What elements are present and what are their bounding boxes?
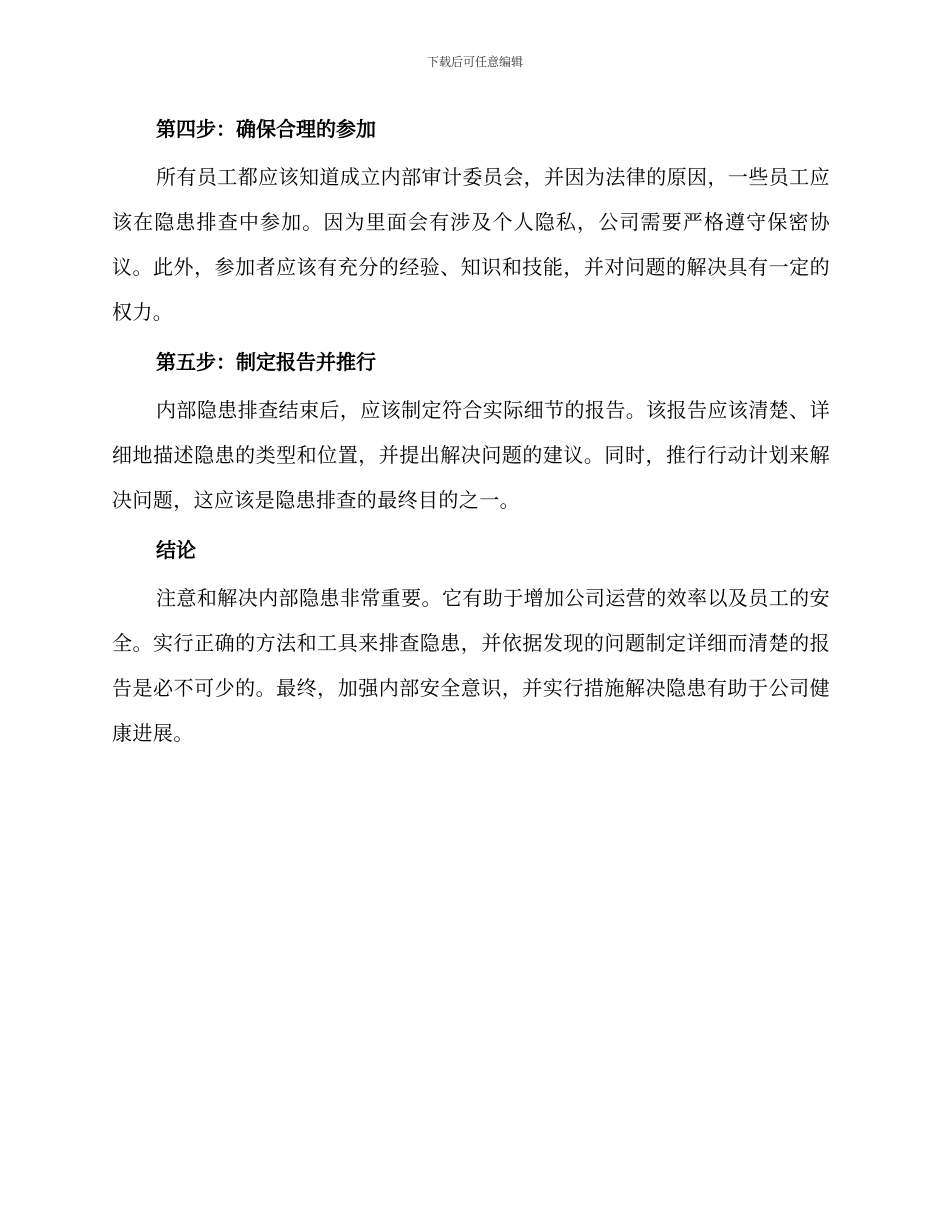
section-paragraph-step-four: 所有员工都应该知道成立内部审计委员会，并因为法律的原因，一些员工应该在隐患排查中参加。因为里面会有涉及个人隐私，公司需要严格遵守保密协议。此外，参加者应该有充分的经验、知识和技能，并对问题的解决具有一定的权力。 xyxy=(112,165,830,324)
section-heading-step-four: 第四步：确保合理的参加 xyxy=(156,117,376,141)
section-heading-conclusion: 结论 xyxy=(156,538,196,562)
document-body xyxy=(112,112,830,756)
section-paragraph-step-five: 内部隐患排查结束后，应该制定符合实际细节的报告。该报告应该清楚、详细地描述隐患的类型和位置，并提出解决问题的建议。同时，推行行动计划来解决问题，这应该是隐患排查的最终目的之一。 xyxy=(112,398,830,512)
page-header-note: 下载后可任意编辑 xyxy=(426,55,523,69)
section-heading-step-five: 第五步：制定报告并推行 xyxy=(156,350,376,374)
section-paragraph-conclusion: 注意和解决内部隐患非常重要。它有助于增加公司运营的效率以及员工的安全。实行正确的方法和工具来排查隐患，并依据发现的问题制定详细而清楚的报告是必不可少的。最终，加强内部安全意识，并实行措施解决隐患有助于公司健康进展。 xyxy=(112,586,830,745)
